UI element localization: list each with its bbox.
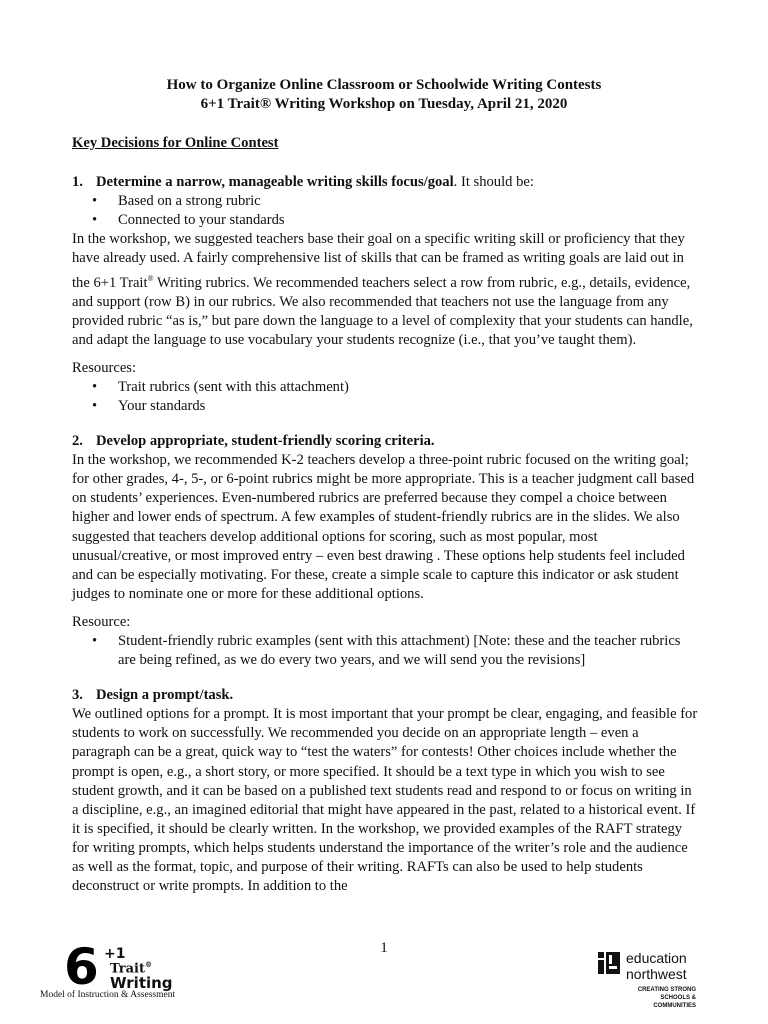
- section-3-number: 3.: [72, 687, 83, 704]
- list-item: • Your standards: [72, 397, 700, 416]
- key-decisions-heading: Key Decisions for Online Contest: [72, 135, 279, 151]
- section-1-paragraph-part-a: In the workshop, we suggested teachers base their goal on a specific writing skill or proficiency that they have already used. A fairly comprehensive list of skills that can be framed as writing goals are laid out in the 6+1 Trait: [72, 231, 685, 291]
- logo-six: 6: [64, 938, 99, 996]
- section-2-resources: [72, 632, 700, 670]
- title-block: [0, 76, 768, 114]
- logo-name-line-1: education: [626, 950, 687, 966]
- logo-tagline-line-1: CREATING STRONG: [637, 987, 696, 993]
- registered-mark: ®: [147, 273, 154, 283]
- education-northwest-mark-icon: [598, 952, 620, 974]
- logo-name-line-2: northwest: [626, 966, 687, 982]
- logo-tagline: Model of Instruction & Assessment: [40, 990, 176, 1000]
- logo-registered-mark: ®: [144, 960, 152, 969]
- section-1-resources-label: Resources:: [72, 359, 137, 376]
- logo-plus-one: +1: [104, 946, 126, 962]
- section-2: [72, 432, 700, 670]
- section-2-paragraph: In the workshop, we recommended K-2 teachers develop a three-point rubric focused on the writing goal; for other grades, 4-, 5-, or 6-point rubrics might be more appropriate. This is a teacher judgment call based on students’ experiences. Even-numbered rubrics are preferred because they compel a choice between higher and lower ends of spectrum. A few examples of student-friendly rubrics are in the slides. We also suggested that teachers develop additional options for scoring, such as most popular, most unusual/creative, or most improved entry – even best drawing . These options help students feel included and can be especially motivating. For these, create a simple scale to capture this indicator or ask student judges to nominate one or more for these additional options.: [72, 452, 695, 602]
- page-title: How to Organize Online Classroom or Schoolwide Writing Contests: [166, 77, 602, 93]
- list-item: • Based on a strong rubric: [72, 192, 700, 211]
- logo-name: [626, 950, 687, 982]
- section-3-heading: [72, 686, 700, 705]
- spacer: [72, 416, 700, 432]
- section-3-title: Design a prompt/task.: [96, 687, 234, 704]
- page-subtitle: 6+1 Trait® Writing Workshop on Tuesday, April 21, 2020: [200, 96, 568, 112]
- page-number: 1: [380, 940, 388, 956]
- logo-tagline-right: [624, 986, 696, 1010]
- section-1-title: Determine a narrow, manageable writing skills focus/goal: [96, 174, 454, 191]
- section-1-bullets: [72, 192, 700, 230]
- section-1-heading: [72, 173, 700, 192]
- logo-trait-text: Trait: [110, 961, 145, 977]
- section-1-title-tail: . It should be:: [453, 174, 534, 191]
- list-item: • Student-friendly rubric examples (sent with this attachment) [Note: these and the teacher rubrics are being refined, as we do every two years, and we will send you the revisions]: [72, 632, 700, 670]
- logo-tagline-line-2: SCHOOLS & COMMUNITIES: [653, 995, 696, 1009]
- section-3-paragraph: We outlined options for a prompt. It is most important that your prompt be clear, engaging, and feasible for students to work on successfully. We recommended you decide on an appropriate length – even a paragraph can be a great, quick way to “test the waters” for contests! Other choices include whether the prompt is open, e.g., a short story, or more specified. It should be a text type in which you wish to see student growth, and it can be based on a published text students read and respond to or focus on writing in a discipline, e.g., an imagined editorial that might have appeared in the past, related to a historical event. If it is specified, it should be clearly written. In the workshop, we provided examples of the RAFT strategy for writing prompts, which helps students understand the importance of the writer’s role and the audience as well as the format, topic, and purpose of their writing. RAFTs can also be used to help students deconstruct or write prompts. In addition to the: [72, 706, 698, 895]
- section-3: [72, 686, 700, 896]
- six-plus-one-trait-logo: [40, 938, 190, 1004]
- section-2-number: 2.: [72, 433, 83, 450]
- section-1-number: 1.: [72, 174, 83, 191]
- section-1-paragraph-part-b: Writing rubrics. We recommended teachers select a row from rubric, e.g., details, evidence, and support (row B) in our rubrics. We also recommended that teachers not use the language from any provided rubric “as is,” but pare down the language to a level of complexity that your students can handle, and adapt the language to use vocabulary your students recognize (i.e., that you’ve taught them).: [72, 274, 693, 348]
- section-2-heading: [72, 432, 700, 451]
- list-item: • Trait rubrics (sent with this attachment): [72, 378, 700, 397]
- section-1: [72, 173, 700, 416]
- list-item: • Connected to your standards: [72, 211, 700, 230]
- document-body: [72, 134, 700, 896]
- section-1-resources: [72, 378, 700, 416]
- logo-writing: Writing: [110, 974, 173, 992]
- section-2-title: Develop appropriate, student-friendly scoring criteria.: [96, 433, 435, 450]
- section-1-paragraph: [72, 230, 700, 349]
- education-northwest-logo: [598, 950, 718, 1010]
- spacer: [72, 670, 700, 686]
- spacer: [72, 604, 700, 613]
- section-2-resource-label: Resource:: [72, 613, 131, 630]
- spacer: [72, 350, 700, 359]
